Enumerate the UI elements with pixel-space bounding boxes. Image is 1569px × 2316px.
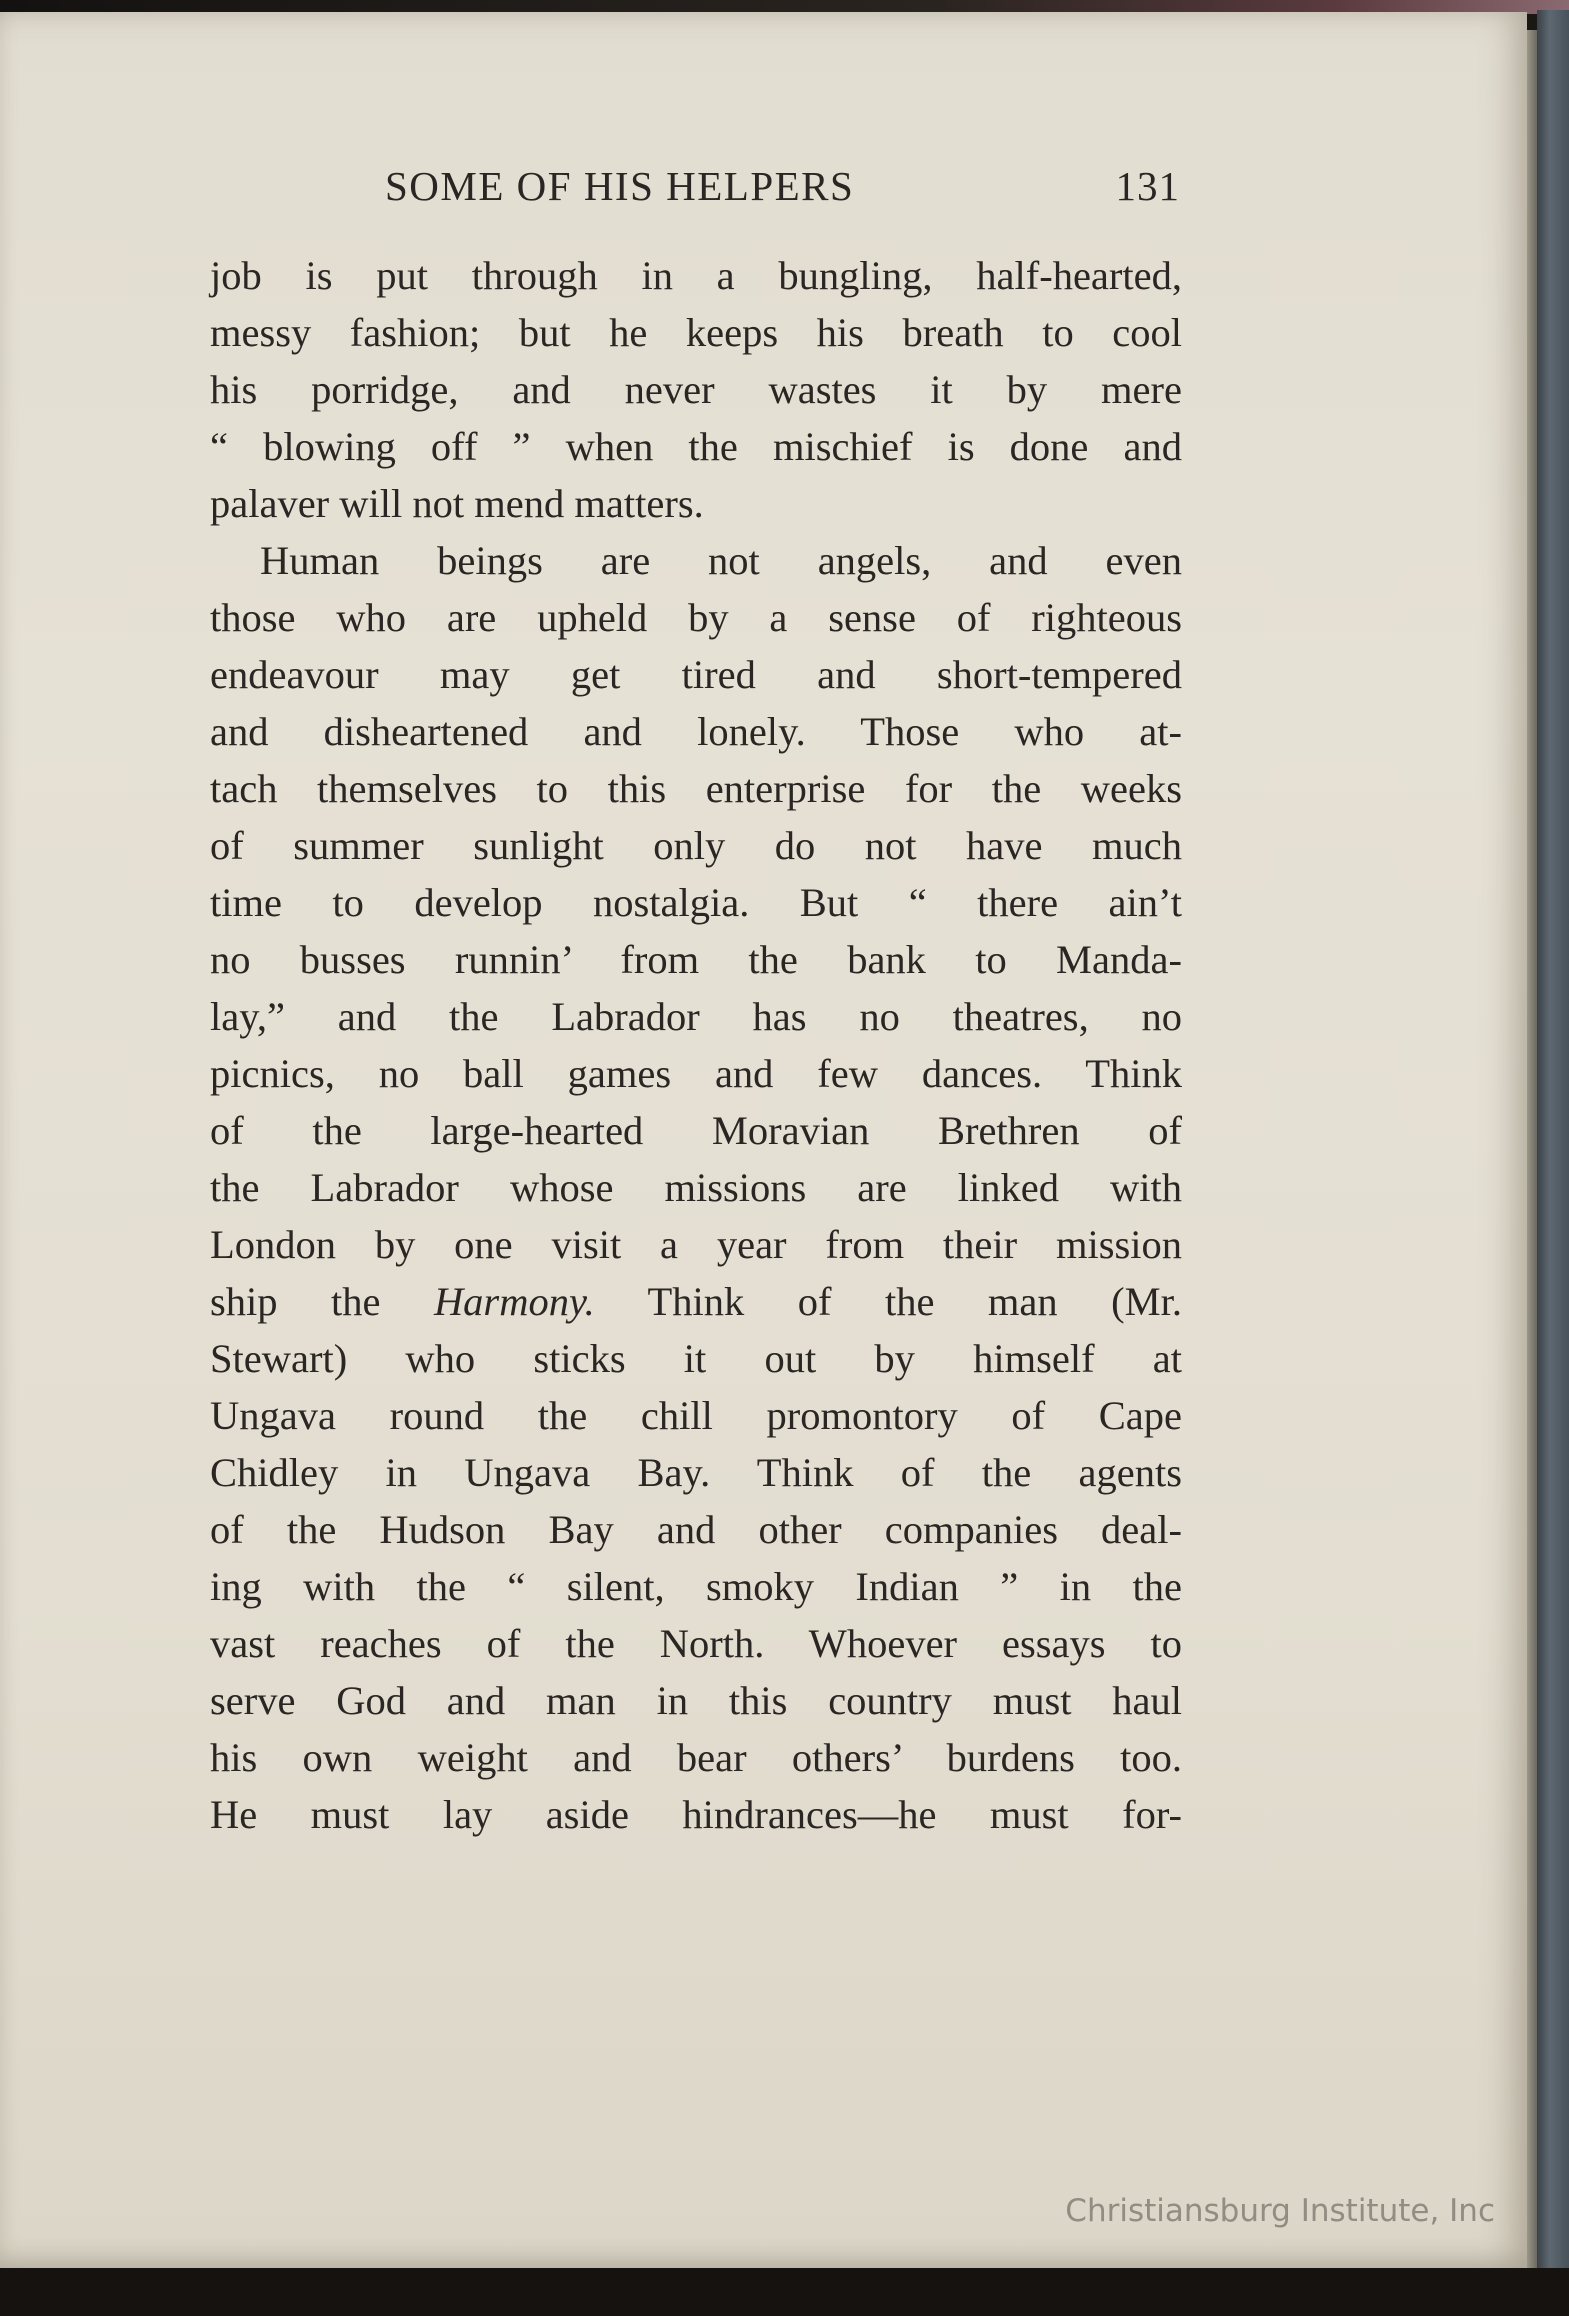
body-text: [210, 247, 1182, 1843]
text-segment: ship the: [210, 1279, 434, 1324]
text-line: his own weight and bear others’ burdens too.: [210, 1735, 1182, 1780]
text-line: the Labrador whose missions are linked with: [210, 1165, 1182, 1210]
book-cover-edge: [1537, 10, 1569, 2280]
watermark: Christiansburg Institute, Inc: [1065, 2193, 1495, 2229]
text-line: London by one visit a year from their mission: [210, 1222, 1182, 1267]
text-line: serve God and man in this country must haul: [210, 1678, 1182, 1723]
text-line: Chidley in Ungava Bay. Think of the agents: [210, 1450, 1182, 1495]
text-line: of the large-hearted Moravian Brethren of: [210, 1108, 1182, 1153]
text-line: He must lay aside hindrances—he must for-: [210, 1792, 1182, 1837]
text-line: Ungava round the chill promontory of Cape: [210, 1393, 1182, 1438]
page-number: 131: [1115, 163, 1180, 209]
text-line-italic: [210, 1273, 1182, 1330]
running-title: SOME OF HIS HELPERS: [385, 163, 855, 209]
text-line: time to develop nostalgia. But “ there ain’t: [210, 880, 1182, 925]
text-line: job is put through in a bungling, half-hearted,: [210, 253, 1182, 298]
text-line: of summer sunlight only do not have much: [210, 823, 1182, 868]
text-line: picnics, no ball games and few dances. Think: [210, 1051, 1182, 1096]
text-line: Stewart) who sticks it out by himself at: [210, 1336, 1182, 1381]
text-line: and disheartened and lonely. Those who at-: [210, 709, 1182, 754]
text-line: vast reaches of the North. Whoever essays to: [210, 1621, 1182, 1666]
text-line: ing with the “ silent, smoky Indian ” in the: [210, 1564, 1182, 1609]
text-line: endeavour may get tired and short-tempered: [210, 652, 1182, 697]
text-line: “ blowing off ” when the mischief is done and: [210, 424, 1182, 469]
book-binding-edge: [1527, 30, 1537, 2270]
text-line: messy fashion; but he keeps his breath to cool: [210, 310, 1182, 355]
text-line: palaver will not mend matters.: [210, 481, 704, 526]
text-line: his porridge, and never wastes it by mere: [210, 367, 1182, 412]
scan-bottom-edge: [0, 2268, 1569, 2316]
running-head: [210, 162, 1180, 218]
text-line: Human beings are not angels, and even: [260, 538, 1182, 583]
text-line: of the Hudson Bay and other companies deal-: [210, 1507, 1182, 1552]
text-line: those who are upheld by a sense of righteous: [210, 595, 1182, 640]
ship-name: Harmony.: [433, 1279, 595, 1324]
text-line: tach themselves to this enterprise for the weeks: [210, 766, 1182, 811]
text-line: no busses runnin’ from the bank to Manda-: [210, 937, 1182, 982]
text-segment: Think of the man (Mr.: [594, 1279, 1182, 1324]
text-line: lay,” and the Labrador has no theatres, no: [210, 994, 1182, 1039]
